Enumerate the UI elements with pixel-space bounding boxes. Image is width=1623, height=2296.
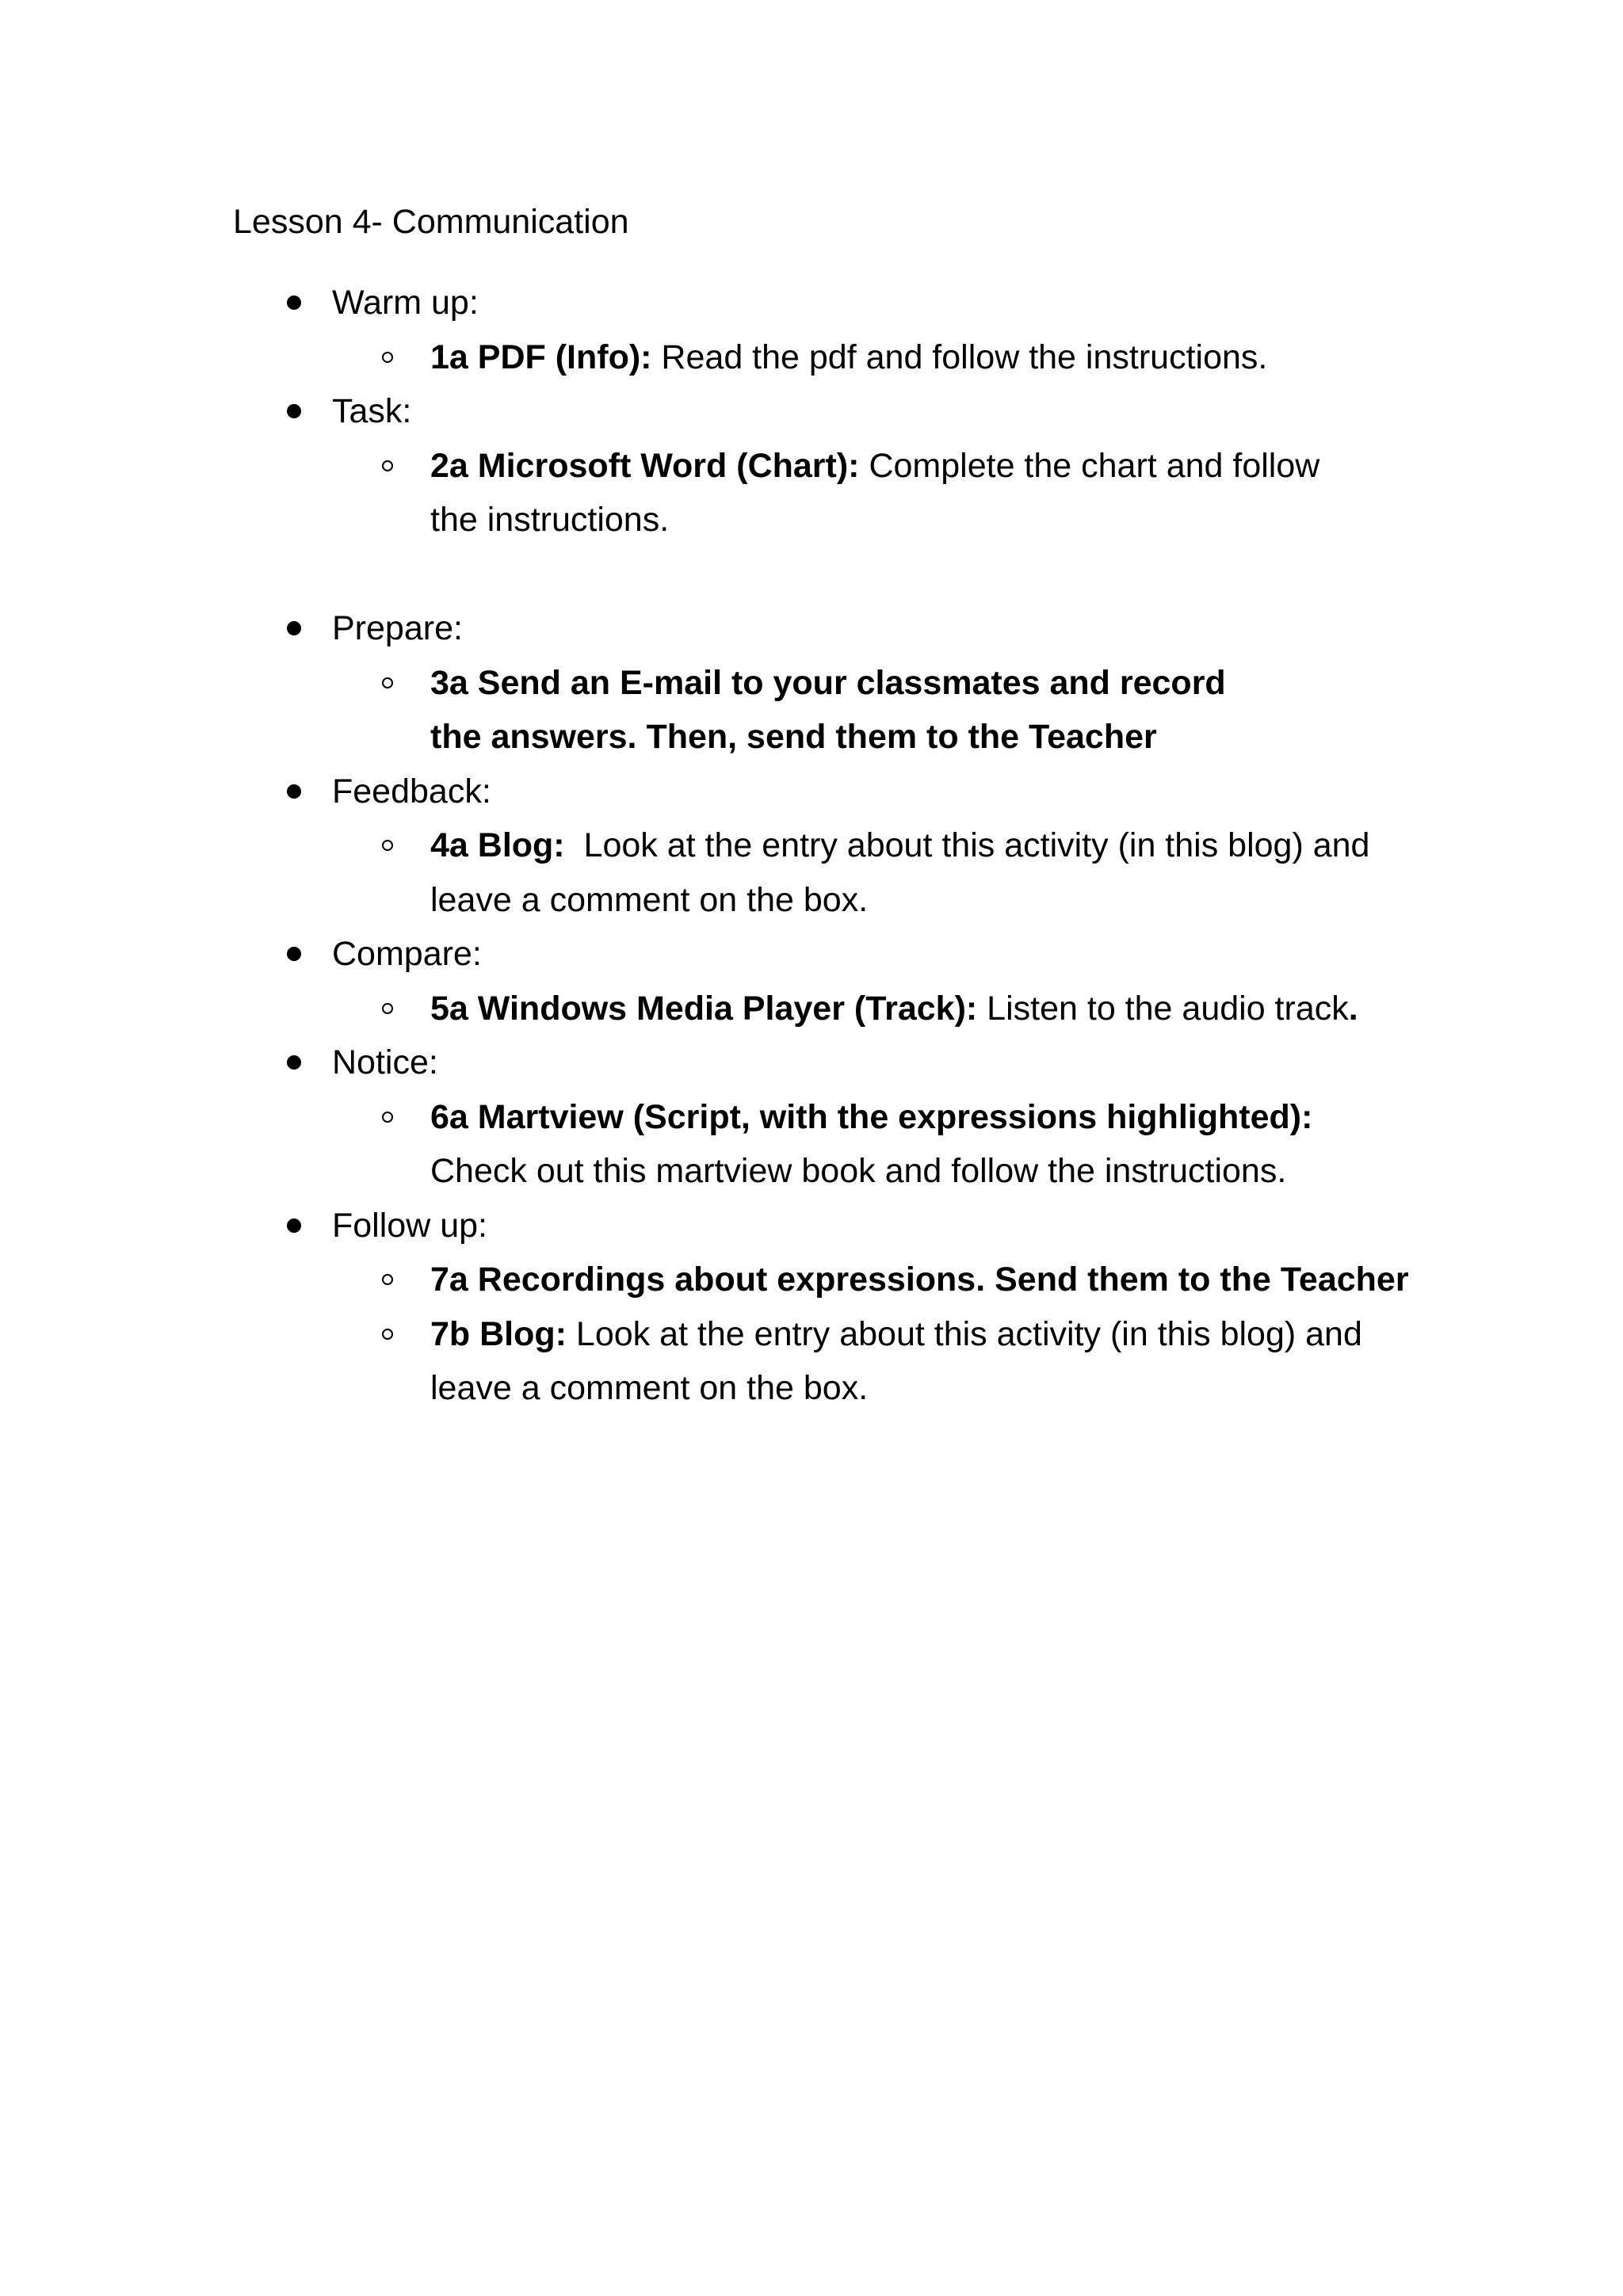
item-heading: 3a Send an E-mail to your classmates and record the answers. Then, send them to the Teacher [430,663,1226,756]
item-description: Listen to the audio track [977,989,1349,1028]
item-description: Look at the entry about this activity (in this blog) and leave a comment on the box. [430,1314,1362,1407]
section-label: Compare: [332,935,482,973]
list-item [0,330,1405,385]
bullet-icon [287,784,301,799]
bullet-icon [287,621,301,635]
item-description: Check out this martview book and follow the instructions. [430,1152,1287,1190]
section-prepare [0,601,1623,765]
section-label: Notice: [332,1043,438,1081]
list-item [0,982,1405,1036]
item-heading: 4a Blog: [430,826,565,864]
item-heading: 7a Recordings about expressions. Send them to the Teacher [430,1261,1409,1299]
blank-line [0,547,1623,602]
item-description: Read the pdf and follow the instructions. [651,338,1268,376]
section-label: Feedback: [332,772,491,810]
hollow-bullet-icon [382,460,393,471]
list-item [0,1090,1342,1199]
section-heading [0,601,1623,656]
bullet-icon [287,1055,301,1070]
item-heading: 1a PDF (Info): [430,338,652,376]
bullet-icon [287,947,301,961]
bullet-icon [287,404,301,418]
section-label: Task: [332,392,412,430]
section-compare [0,927,1623,1035]
item-heading: 7b Blog: [430,1314,567,1353]
item-period: . [1348,989,1358,1028]
hollow-bullet-icon [382,677,393,688]
section-label: Warm up: [332,284,479,322]
section-heading [0,765,1623,819]
item-description: Complete the chart and follow the instructions. [430,446,1320,539]
item-heading: 2a Microsoft Word (Chart): [430,446,860,485]
list-item [0,656,1286,765]
hollow-bullet-icon [382,1329,393,1340]
section-warm-up [0,276,1623,384]
hollow-bullet-icon [382,352,393,363]
hollow-bullet-icon [382,840,393,851]
section-heading [0,927,1623,982]
section-heading [0,384,1623,439]
item-description: Look at the entry about this activity (in this blog) and leave a comment on the box. [430,826,1380,919]
lesson-title: Lesson 4- Communication [233,203,629,241]
item-heading: 5a Windows Media Player (Track): [430,989,978,1028]
section-feedback [0,765,1623,928]
section-follow-up [0,1199,1623,1416]
section-label: Follow up: [332,1206,487,1245]
list-item [0,1307,1405,1416]
section-notice [0,1035,1623,1199]
hollow-bullet-icon [382,1112,393,1123]
list-item [0,439,1334,547]
hollow-bullet-icon [382,1274,393,1285]
bullet-icon [287,1219,301,1233]
section-heading [0,1035,1623,1090]
bullet-icon [287,296,301,310]
activity-list [0,276,1623,1416]
section-label: Prepare: [332,609,463,647]
hollow-bullet-icon [382,1003,393,1014]
section-task [0,384,1623,547]
item-heading: 6a Martview (Script, with the expressions highlighted): [430,1097,1313,1136]
list-item [0,1253,1461,1307]
section-heading [0,276,1623,330]
list-item [0,818,1405,927]
section-heading [0,1199,1623,1253]
